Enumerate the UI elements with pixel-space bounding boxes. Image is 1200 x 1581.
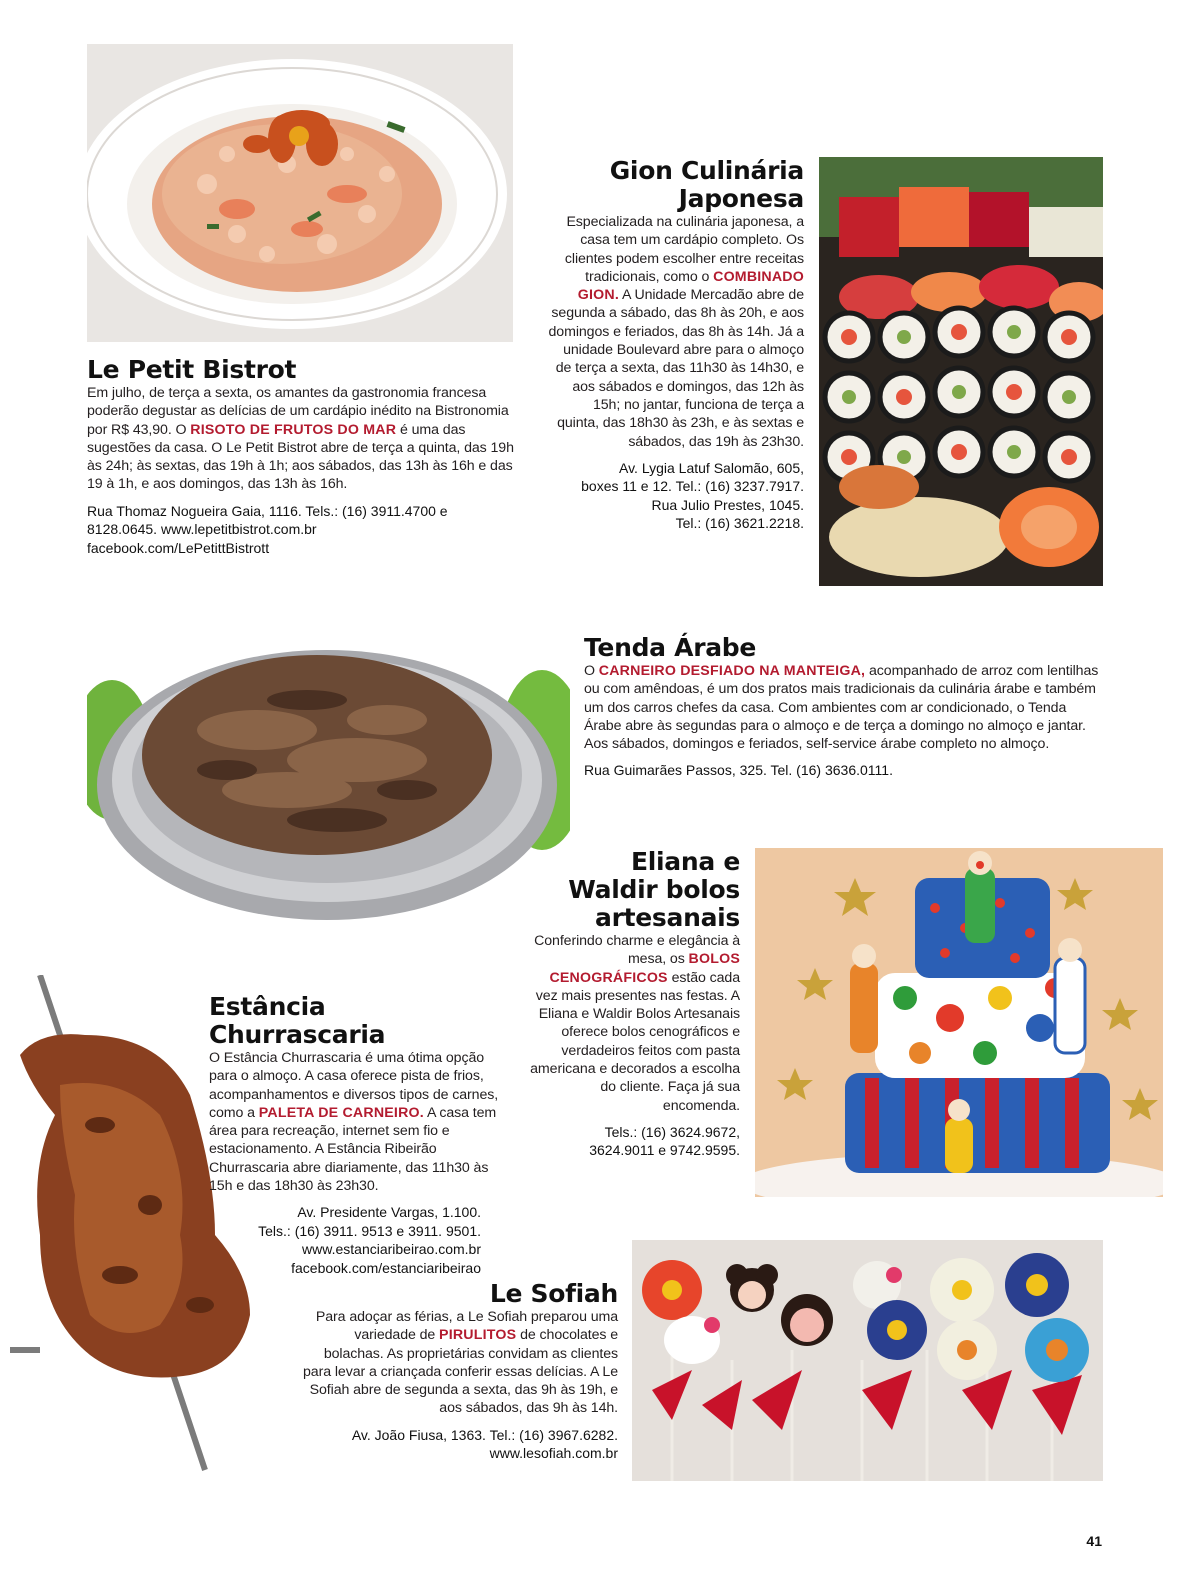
eliana-waldir-phones: Tels.: (16) 3624.9672, 3624.9011 e 9742.9595. xyxy=(589,1123,740,1159)
paleta-highlight: PALETA DE CARNEIRO. xyxy=(258,1104,424,1121)
estancia-title: Estância Churrascaria xyxy=(209,992,386,1049)
page-number: 41 xyxy=(1086,1533,1102,1549)
estancia-body: O Estância Churrascaria é uma ótima opção para o almoço. A casa oferece pista de frios, acompanhamentos e diversos tipos de carnes, como a PALETA DE CARNEIRO. A casa tem área para recreação, internet sem fio e estacionamento. A Estância Ribeirão Churrascaria abre diariamente, das 11h30 às 15h e das 18h30 às 23h30. xyxy=(209,1050,499,1195)
gion-body: Especializada na culinária japonesa, a casa tem um cardápio completo. Os clientes podem escolher entre receitas tradicionais, como o COMBINADO GION. A Unidade Mercadão abre de segunda a sábado, das 8h às 20h, e aos domingos e feriados, das 8h às 14h. Já a unidade Boulevard abre para o almoço de terça a sexta, das 11h30 às 14h30, e aos sábados e domingos, das 12h às 15h; no jantar, funciona de terça a quinta, das 18h30 às 23h, e às sextas e sábados, das 19h às 23h30. xyxy=(548,214,804,450)
bolos-highlight: BOLOS CENOGRÁFICOS xyxy=(549,951,740,986)
risotto-photo xyxy=(87,44,513,342)
sushi-photo xyxy=(819,157,1103,586)
tenda-arabe-title: Tenda Árabe xyxy=(584,633,757,662)
eliana-waldir-article xyxy=(528,848,740,1160)
tenda-arabe-article xyxy=(584,634,1104,780)
le-petit-bistrot-title: Le Petit Bistrot xyxy=(87,355,297,384)
le-sofiah-address: Av. João Fiusa, 1363. Tel.: (16) 3967.6282. www.lesofiah.com.br xyxy=(351,1426,618,1462)
tenda-arabe-body: O CARNEIRO DESFIADO NA MANTEIGA, acompanhado de arroz com lentilhas ou com amêndoas, é um dos pratos mais tradicionais da culinária árabe e também um dos carros chefes da casa. Com ambientes com ar condicionado, o Tenda Árabe abre às segundas para o almoço e de terça a domingo no almoço e jantar. Aos sábados, domingos e feriados, self-service árabe completo no almoço. xyxy=(584,663,1099,753)
le-sofiah-article xyxy=(300,1280,618,1463)
le-petit-bistrot-article xyxy=(87,356,527,557)
gion-title: Gion Culinária Japonesa xyxy=(609,156,804,213)
cake-photo xyxy=(755,848,1163,1197)
gion-address: Av. Lygia Latuf Salomão, 605, boxes 11 e 12. Tel.: (16) 3237.7917. Rua Julio Prestes, 1045. Tel.: (16) 3621.2218. xyxy=(581,459,804,532)
eliana-waldir-body: Conferindo charme e elegância à mesa, os BOLOS CENOGRÁFICOS estão cada vez mais presentes nas festas. A Eliana e Waldir Bolos Artesanais oferece bolos cenográficos e verdadeiros feitos com pasta americana e decorados a escolha do cliente. Faça já sua encomenda. xyxy=(530,933,740,1114)
le-petit-bistrot-address: Rua Thomaz Nogueira Gaia, 1116. Tels.: (16) 3911.4700 e 8128.0645. www.lepetitbistrot.com.br facebook.com/LePetittBistrott xyxy=(87,502,448,556)
lamb-plate-photo xyxy=(87,620,570,930)
combinado-highlight: COMBINADO GION. xyxy=(577,268,804,304)
estancia-article xyxy=(209,993,499,1277)
risoto-highlight: RISOTO DE FRUTOS DO MAR xyxy=(190,421,397,438)
estancia-address: Av. Presidente Vargas, 1.100. Tels.: (16) 3911. 9513 e 3911. 9501. www.estanciaribeirao.com.br facebook.com/estanciaribeirao xyxy=(258,1204,481,1276)
carneiro-highlight: CARNEIRO DESFIADO NA MANTEIGA, xyxy=(598,663,866,679)
eliana-waldir-title: Eliana e Waldir bolos artesanais xyxy=(568,847,740,932)
lollipops-photo xyxy=(632,1240,1103,1481)
tenda-arabe-address: Rua Guimarães Passos, 325. Tel. (16) 3636.0111. xyxy=(584,762,893,779)
gion-article xyxy=(548,157,804,533)
le-sofiah-body: Para adoçar as férias, a Le Sofiah preparou uma variedade de PIRULITOS de chocolates e bolachas. As proprietárias convidam as clientes para levar a criançada conferir essas delícias. A Le Sofiah abre de segunda a sexta, das 9h às 19h, e aos sábados, das 9h às 14h. xyxy=(303,1309,618,1417)
pirulitos-highlight: PIRULITOS xyxy=(439,1327,517,1344)
le-sofiah-title: Le Sofiah xyxy=(489,1279,618,1308)
le-petit-bistrot-body: Em julho, de terça a sexta, os amantes da gastronomia francesa poderão degustar as delícias de um cardápio inédito na Bistronomia por R$ 43,90. O RISOTO DE FRUTOS DO MAR é uma das sugestões da casa. O Le Petit Bistrot abre de terça a quinta, das 19h às 24h; às sextas, das 19h à 1h; aos sábados, das 13h às 16h e das 19 à 1h, e aos domingos, das 13h às 16h. xyxy=(87,385,514,493)
